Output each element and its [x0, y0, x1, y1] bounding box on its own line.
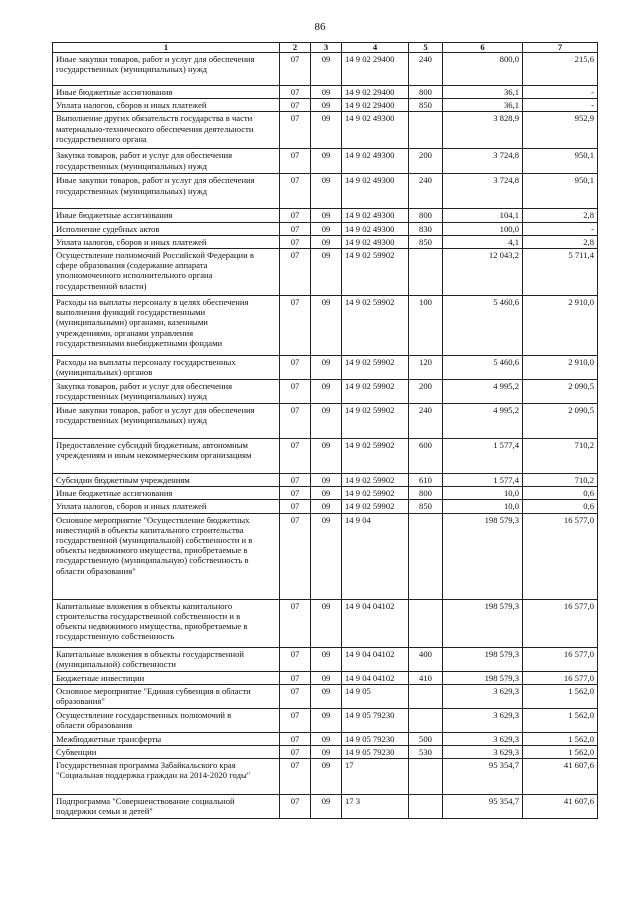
section-code: 07 [280, 746, 311, 759]
target-article-code: 14 9 02 29400 [342, 99, 409, 112]
section-code: 07 [280, 732, 311, 745]
target-article-code: 14 9 02 59902 [342, 404, 409, 439]
expense-type-code: 240 [409, 174, 443, 209]
target-article-code: 14 9 02 59902 [342, 296, 409, 356]
row-description: Закупка товаров, работ и услуг для обеспечения государственных (муниципальных) нужд [53, 149, 280, 174]
expense-type-code: 850 [409, 99, 443, 112]
section-code: 07 [280, 759, 311, 795]
planned-amount: 4,1 [443, 235, 523, 248]
row-description: Межбюджетные трансферты [53, 732, 280, 745]
subsection-code: 09 [311, 708, 342, 732]
target-article-code: 14 9 02 59902 [342, 487, 409, 500]
planned-amount: 10,0 [443, 500, 523, 513]
planned-amount: 3 724,8 [443, 149, 523, 174]
planned-amount: 36,1 [443, 86, 523, 99]
table-row [53, 732, 598, 745]
planned-amount: 198 579,3 [443, 599, 523, 647]
row-description: Иные закупки товаров, работ и услуг для обеспечения государственных (муниципальных) нужд [53, 404, 280, 439]
row-description: Бюджетные инвестиции [53, 671, 280, 684]
subsection-code: 09 [311, 684, 342, 708]
row-description: Предоставление субсидий бюджетным, автономным учреждениям и иным некоммерческим организациям [53, 439, 280, 474]
expense-type-code: 240 [409, 404, 443, 439]
header-cell: 7 [523, 43, 598, 53]
expense-type-code: 410 [409, 671, 443, 684]
expense-type-code: 600 [409, 439, 443, 474]
section-code: 07 [280, 513, 311, 599]
row-description: Расходы на выплаты персоналу государственных (муниципальных) органов [53, 356, 280, 380]
planned-amount: 3 629,3 [443, 708, 523, 732]
section-code: 07 [280, 86, 311, 99]
table-row [53, 708, 598, 732]
target-article-code: 14 9 02 29400 [342, 86, 409, 99]
table-row [53, 249, 598, 296]
executed-amount: 950,1 [523, 174, 598, 209]
planned-amount: 800,0 [443, 53, 523, 86]
expense-type-code [409, 112, 443, 149]
planned-amount: 198 579,3 [443, 513, 523, 599]
planned-amount: 198 579,3 [443, 671, 523, 684]
target-article-code: 14 9 04 04102 [342, 647, 409, 671]
executed-amount: 16 577,0 [523, 599, 598, 647]
target-article-code: 14 9 05 79230 [342, 746, 409, 759]
subsection-code: 09 [311, 439, 342, 474]
subsection-code: 09 [311, 513, 342, 599]
row-description: Субсидии бюджетным учреждениям [53, 474, 280, 487]
target-article-code: 14 9 04 04102 [342, 671, 409, 684]
section-code: 07 [280, 380, 311, 404]
section-code: 07 [280, 209, 311, 222]
subsection-code: 09 [311, 53, 342, 86]
table-row [53, 487, 598, 500]
subsection-code: 09 [311, 671, 342, 684]
planned-amount: 4 995,2 [443, 404, 523, 439]
expense-type-code: 200 [409, 149, 443, 174]
section-code: 07 [280, 112, 311, 149]
executed-amount: - [523, 86, 598, 99]
executed-amount: 710,2 [523, 439, 598, 474]
header-cell: 4 [342, 43, 409, 53]
expense-type-code: 400 [409, 647, 443, 671]
executed-amount: - [523, 222, 598, 235]
expense-type-code [409, 795, 443, 819]
planned-amount: 1 577,4 [443, 439, 523, 474]
target-article-code: 14 9 02 49300 [342, 149, 409, 174]
target-article-code: 14 9 02 49300 [342, 235, 409, 248]
expense-type-code: 500 [409, 732, 443, 745]
table-row [53, 86, 598, 99]
target-article-code: 14 9 02 49300 [342, 209, 409, 222]
executed-amount: 2 910,0 [523, 296, 598, 356]
expense-type-code: 800 [409, 86, 443, 99]
section-code: 07 [280, 671, 311, 684]
executed-amount: 2 910,0 [523, 356, 598, 380]
executed-amount: 2 090,5 [523, 404, 598, 439]
executed-amount: 16 577,0 [523, 671, 598, 684]
row-description: Осуществление полномочий Российской Федерации в сфере образования (содержание аппарата уполномоченного исполнительного органа государственной власти) [53, 249, 280, 296]
executed-amount: 950,1 [523, 149, 598, 174]
section-code: 07 [280, 474, 311, 487]
planned-amount: 3 724,8 [443, 174, 523, 209]
row-description: Расходы на выплаты персоналу в целях обеспечения выполнения функций государственными (муниципальными) органами, казенными учреждениями, органами управления государственными внебюджетными фондами [53, 296, 280, 356]
target-article-code: 14 9 04 [342, 513, 409, 599]
target-article-code: 14 9 02 49300 [342, 222, 409, 235]
table-row [53, 513, 598, 599]
target-article-code: 14 9 05 [342, 684, 409, 708]
executed-amount: 952,9 [523, 112, 598, 149]
expense-type-code: 830 [409, 222, 443, 235]
budget-table [52, 42, 598, 819]
subsection-code: 09 [311, 500, 342, 513]
executed-amount: 16 577,0 [523, 647, 598, 671]
row-description: Выполнение других обязательств государства в части материально-технического обеспечения деятельности государственного органа [53, 112, 280, 149]
target-article-code: 17 [342, 759, 409, 795]
section-code: 07 [280, 222, 311, 235]
section-code: 07 [280, 99, 311, 112]
planned-amount: 36,1 [443, 99, 523, 112]
subsection-code: 09 [311, 759, 342, 795]
row-description: Основное мероприятие "Единая субвенция в области образования" [53, 684, 280, 708]
subsection-code: 09 [311, 474, 342, 487]
table-row [53, 380, 598, 404]
planned-amount: 5 460,6 [443, 356, 523, 380]
header-cell: 5 [409, 43, 443, 53]
executed-amount: 2 090,5 [523, 380, 598, 404]
table-row [53, 599, 598, 647]
section-code: 07 [280, 296, 311, 356]
expense-type-code: 850 [409, 500, 443, 513]
expense-type-code: 800 [409, 487, 443, 500]
planned-amount: 5 460,6 [443, 296, 523, 356]
table-row [53, 500, 598, 513]
row-description: Подпрограмма "Совершенствование социальной поддержки семьи и детей" [53, 795, 280, 819]
section-code: 07 [280, 174, 311, 209]
section-code: 07 [280, 356, 311, 380]
table-row [53, 684, 598, 708]
section-code: 07 [280, 249, 311, 296]
row-description: Закупка товаров, работ и услуг для обеспечения государственных (муниципальных) нужд [53, 380, 280, 404]
planned-amount: 1 577,4 [443, 474, 523, 487]
planned-amount: 3 828,9 [443, 112, 523, 149]
expense-type-code [409, 759, 443, 795]
expense-type-code: 240 [409, 53, 443, 86]
subsection-code: 09 [311, 356, 342, 380]
subsection-code: 09 [311, 296, 342, 356]
header-cell: 6 [443, 43, 523, 53]
target-article-code: 14 9 02 49300 [342, 174, 409, 209]
expense-type-code: 850 [409, 235, 443, 248]
target-article-code: 14 9 05 79230 [342, 732, 409, 745]
subsection-code: 09 [311, 599, 342, 647]
table-row [53, 746, 598, 759]
subsection-code: 09 [311, 86, 342, 99]
section-code: 07 [280, 53, 311, 86]
planned-amount: 12 043,2 [443, 249, 523, 296]
row-description: Иные закупки товаров, работ и услуг для обеспечения государственных (муниципальных) нужд [53, 53, 280, 86]
planned-amount: 3 629,3 [443, 746, 523, 759]
row-description: Капитальные вложения в объекты капитального строительства государственной собственности и в объекты недвижимого имущества, приобретаемые в государственную собственность [53, 599, 280, 647]
table-row [53, 671, 598, 684]
target-article-code: 14 9 04 04102 [342, 599, 409, 647]
executed-amount: 0,6 [523, 487, 598, 500]
section-code: 07 [280, 500, 311, 513]
target-article-code: 14 9 02 49300 [342, 112, 409, 149]
subsection-code: 09 [311, 235, 342, 248]
executed-amount: 0,6 [523, 500, 598, 513]
table-row [53, 439, 598, 474]
expense-type-code [409, 249, 443, 296]
table-row [53, 404, 598, 439]
section-code: 07 [280, 708, 311, 732]
subsection-code: 09 [311, 209, 342, 222]
expense-type-code [409, 708, 443, 732]
planned-amount: 95 354,7 [443, 795, 523, 819]
executed-amount: 2,8 [523, 235, 598, 248]
target-article-code: 14 9 02 59902 [342, 474, 409, 487]
table-row [53, 53, 598, 86]
executed-amount: 16 577,0 [523, 513, 598, 599]
executed-amount: 215,6 [523, 53, 598, 86]
row-description: Исполнение судебных актов [53, 222, 280, 235]
table-row [53, 174, 598, 209]
table-row [53, 222, 598, 235]
target-article-code: 14 9 02 59902 [342, 380, 409, 404]
planned-amount: 95 354,7 [443, 759, 523, 795]
expense-type-code: 530 [409, 746, 443, 759]
table-row [53, 647, 598, 671]
executed-amount: 1 562,0 [523, 746, 598, 759]
expense-type-code [409, 599, 443, 647]
table-row [53, 99, 598, 112]
target-article-code: 14 9 02 59902 [342, 356, 409, 380]
table-row [53, 474, 598, 487]
section-code: 07 [280, 235, 311, 248]
planned-amount: 3 629,3 [443, 684, 523, 708]
expense-type-code: 100 [409, 296, 443, 356]
row-description: Уплата налогов, сборов и иных платежей [53, 500, 280, 513]
row-description: Осуществление государственных полномочий в области образования [53, 708, 280, 732]
subsection-code: 09 [311, 487, 342, 500]
subsection-code: 09 [311, 222, 342, 235]
row-description: Иные бюджетные ассигнования [53, 86, 280, 99]
planned-amount: 4 995,2 [443, 380, 523, 404]
subsection-code: 09 [311, 795, 342, 819]
section-code: 07 [280, 404, 311, 439]
row-description: Государственная программа Забайкальского края "Социальная поддержка граждан на 2014-2020 годы" [53, 759, 280, 795]
executed-amount: 41 607,6 [523, 759, 598, 795]
subsection-code: 09 [311, 380, 342, 404]
row-description: Уплата налогов, сборов и иных платежей [53, 99, 280, 112]
executed-amount: 2,8 [523, 209, 598, 222]
executed-amount: 1 562,0 [523, 684, 598, 708]
section-code: 07 [280, 487, 311, 500]
subsection-code: 09 [311, 746, 342, 759]
header-cell: 3 [311, 43, 342, 53]
expense-type-code [409, 513, 443, 599]
header-row [53, 43, 598, 53]
executed-amount: 41 607,6 [523, 795, 598, 819]
header-cell: 1 [53, 43, 280, 53]
subsection-code: 09 [311, 149, 342, 174]
executed-amount: 710,2 [523, 474, 598, 487]
table-row [53, 795, 598, 819]
planned-amount: 100,0 [443, 222, 523, 235]
table-row [53, 356, 598, 380]
table-row [53, 209, 598, 222]
subsection-code: 09 [311, 112, 342, 149]
row-description: Капитальные вложения в объекты государственной (муниципальной) собственности [53, 647, 280, 671]
planned-amount: 10,0 [443, 487, 523, 500]
section-code: 07 [280, 599, 311, 647]
expense-type-code: 800 [409, 209, 443, 222]
subsection-code: 09 [311, 732, 342, 745]
subsection-code: 09 [311, 99, 342, 112]
target-article-code: 14 9 02 29400 [342, 53, 409, 86]
header-cell: 2 [280, 43, 311, 53]
table-row [53, 759, 598, 795]
row-description: Субвенции [53, 746, 280, 759]
target-article-code: 14 9 02 59902 [342, 249, 409, 296]
executed-amount: - [523, 99, 598, 112]
expense-type-code: 120 [409, 356, 443, 380]
section-code: 07 [280, 795, 311, 819]
expense-type-code: 610 [409, 474, 443, 487]
row-description: Основное мероприятие "Осуществление бюджетных инвестиций в объекты капитального строительства государственной (муниципальной) собственности и в объекты недвижимого имущества, приобретаемые в государственную (муниципальную) собственность в области образования" [53, 513, 280, 599]
target-article-code: 17 3 [342, 795, 409, 819]
section-code: 07 [280, 647, 311, 671]
expense-type-code [409, 684, 443, 708]
planned-amount: 198 579,3 [443, 647, 523, 671]
table-row [53, 149, 598, 174]
section-code: 07 [280, 439, 311, 474]
row-description: Уплата налогов, сборов и иных платежей [53, 235, 280, 248]
table-row [53, 235, 598, 248]
section-code: 07 [280, 149, 311, 174]
row-description: Иные бюджетные ассигнования [53, 487, 280, 500]
expense-type-code: 200 [409, 380, 443, 404]
subsection-code: 09 [311, 404, 342, 439]
table-row [53, 112, 598, 149]
target-article-code: 14 9 02 59902 [342, 439, 409, 474]
subsection-code: 09 [311, 647, 342, 671]
target-article-code: 14 9 02 59902 [342, 500, 409, 513]
subsection-code: 09 [311, 174, 342, 209]
planned-amount: 104,1 [443, 209, 523, 222]
executed-amount: 1 562,0 [523, 708, 598, 732]
page-number: 86 [314, 21, 326, 33]
row-description: Иные бюджетные ассигнования [53, 209, 280, 222]
target-article-code: 14 9 05 79230 [342, 708, 409, 732]
section-code: 07 [280, 684, 311, 708]
planned-amount: 3 629,3 [443, 732, 523, 745]
row-description: Иные закупки товаров, работ и услуг для обеспечения государственных (муниципальных) нужд [53, 174, 280, 209]
table-row [53, 296, 598, 356]
executed-amount: 5 711,4 [523, 249, 598, 296]
executed-amount: 1 562,0 [523, 732, 598, 745]
subsection-code: 09 [311, 249, 342, 296]
